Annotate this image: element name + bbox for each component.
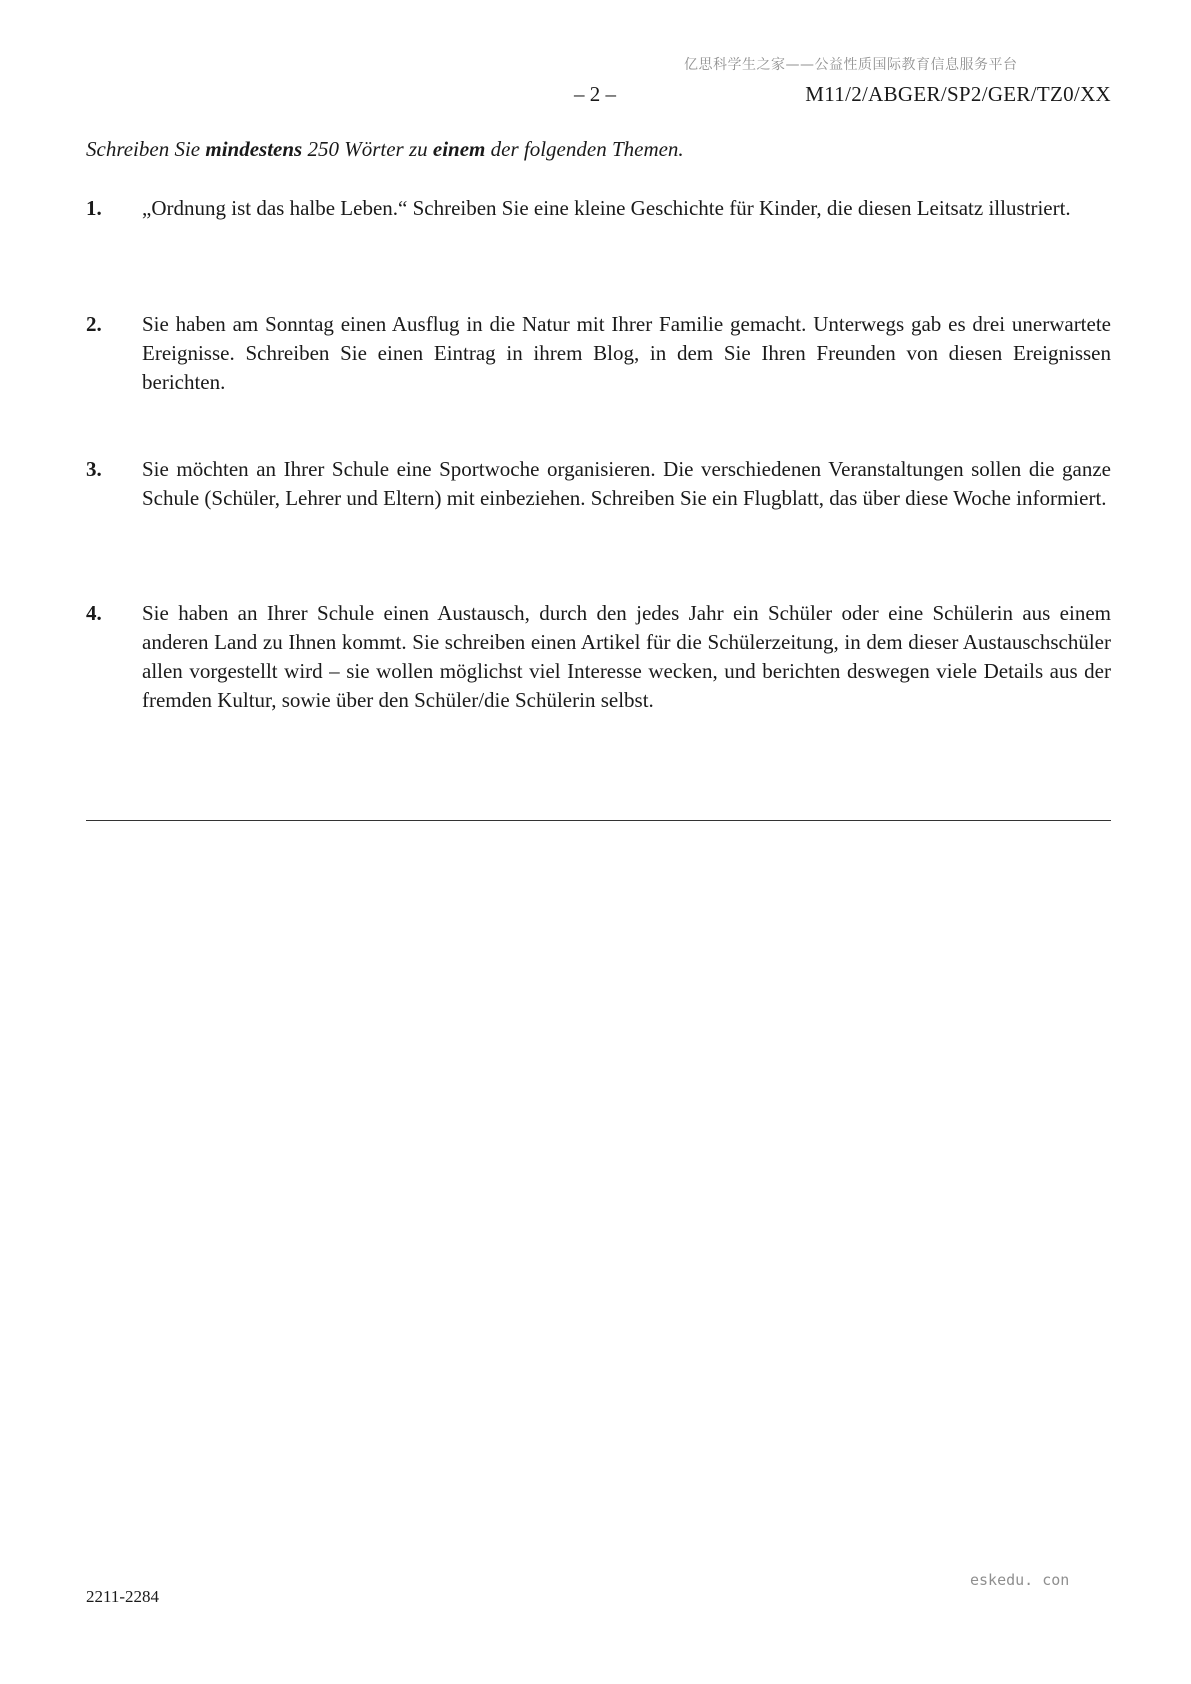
question-number: 4. [86, 601, 102, 625]
question-2 [86, 310, 1111, 397]
question-text: Sie haben an Ihrer Schule einen Austausch, durch den jedes Jahr ein Schüler oder eine Schülerin aus einem anderen Land zu Ihnen kommt. Sie schreiben einen Artikel für die Schülerzeitung, in dem dieser Austauschschüler allen vorgestellt wird – sie wollen möglichst viel Interesse wecken, und berichten deswegen viele Details aus der fremden Kultur, sowie über den Schüler/die Schülerin selbst. [142, 601, 1111, 712]
instruction-bold-one: einem [432, 137, 486, 161]
question-text: Sie haben am Sonntag einen Ausflug in die Natur mit Ihrer Familie gemacht. Unterwegs gab es drei unerwartete Ereignisse. Schreiben Sie einen Eintrag in ihrem Blog, in dem Sie Ihren Freunden von diesen Ereignissen berichten. [142, 312, 1111, 394]
question-text: Sie möchten an Ihrer Schule eine Sportwoche organisieren. Die verschiedenen Veranstaltungen sollen die ganze Schule (Schüler, Lehrer und Eltern) mit einbeziehen. Schreiben Sie ein Flugblatt, das über diese Woche informiert. [142, 457, 1111, 510]
instruction-part-1: Schreiben Sie [86, 137, 206, 161]
instruction-bold-minimum: mindestens [205, 137, 303, 161]
question-3 [86, 455, 1111, 513]
end-rule-divider [86, 820, 1111, 821]
instruction-part-3: der folgenden Themen. [485, 137, 684, 161]
question-4 [86, 599, 1111, 715]
instruction-part-2: 250 Wörter zu [302, 137, 433, 161]
question-1 [86, 194, 1111, 223]
page-number: – 2 – [574, 82, 616, 106]
question-text: „Ordnung ist das halbe Leben.“ Schreiben Sie eine kleine Geschichte für Kinder, die diesen Leitsatz illustriert. [142, 196, 1071, 220]
question-number: 3. [86, 457, 102, 481]
footer-code: 2211-2284 [86, 1587, 160, 1606]
question-number: 1. [86, 196, 102, 220]
header-watermark: 亿思科学生之家——公益性质国际教育信息服务平台 [684, 57, 1018, 73]
footer-watermark: eskedu. con [970, 1571, 1070, 1589]
question-number: 2. [86, 312, 102, 336]
instruction-text [86, 137, 684, 162]
paper-code: M11/2/ABGER/SP2/GER/TZ0/XX [805, 82, 1111, 106]
